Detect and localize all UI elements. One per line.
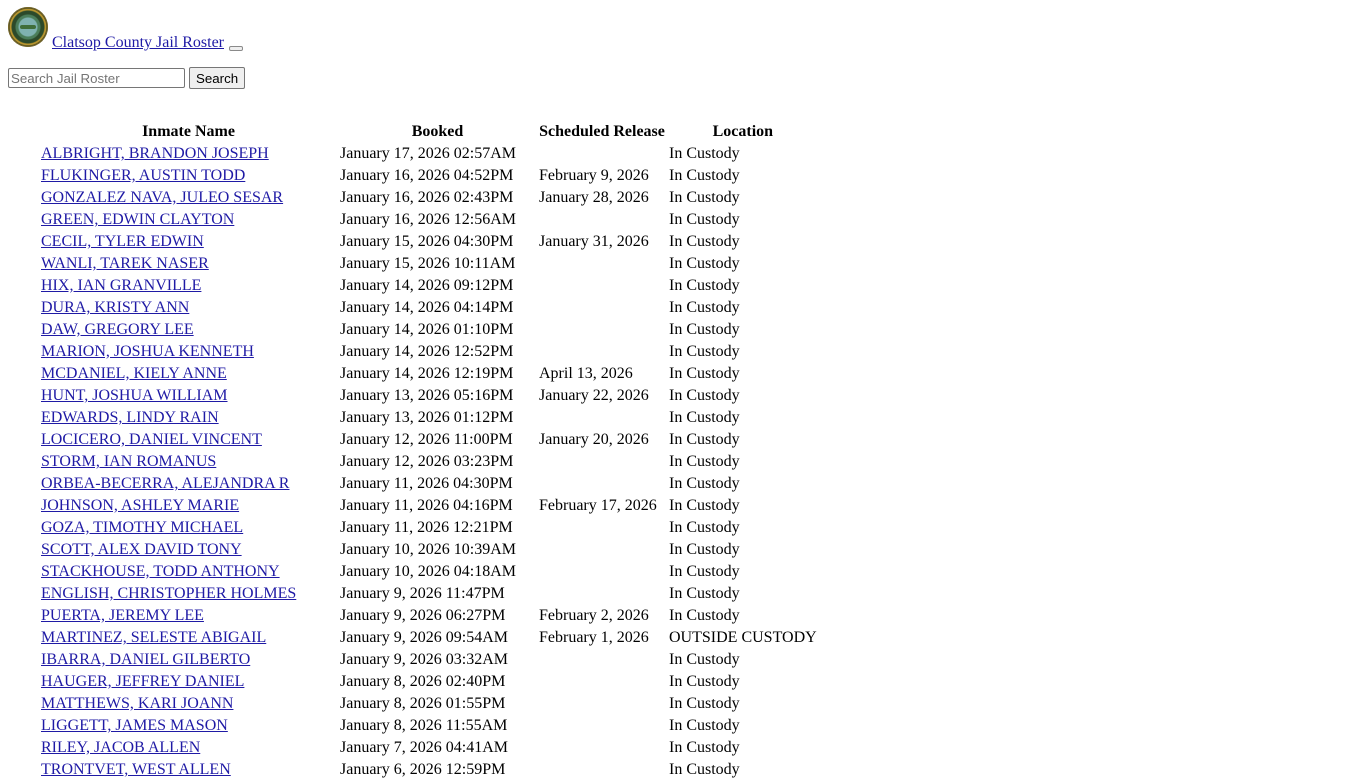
scheduled-release-cell: [538, 716, 666, 736]
location-cell: In Custody: [669, 717, 740, 734]
location-cell: In Custody: [669, 255, 740, 272]
booked-date-cell: January 10, 2026 04:18AM: [340, 563, 516, 580]
location-cell: In Custody: [669, 475, 740, 492]
location-cell: In Custody: [669, 321, 740, 338]
inmate-name-cell: [40, 672, 337, 692]
inmate-name-cell: [40, 606, 337, 626]
inmate-name-link[interactable]: HAUGER, JEFFREY DANIEL: [41, 673, 245, 690]
inmate-name-cell: [40, 298, 337, 318]
inmate-name-link[interactable]: SCOTT, ALEX DAVID TONY: [41, 541, 242, 558]
booked-date-cell: January 15, 2026 04:30PM: [340, 233, 514, 250]
scheduled-release-cell: [538, 540, 666, 560]
table-row: [40, 738, 818, 758]
booked-date-cell: January 9, 2026 03:32AM: [340, 651, 508, 668]
booked-date-cell: January 13, 2026 01:12PM: [340, 409, 514, 426]
booked-date-cell: January 17, 2026 02:57AM: [340, 145, 516, 162]
location-cell: OUTSIDE CUSTODY: [669, 629, 817, 646]
scheduled-release-cell: [538, 210, 666, 230]
table-row: [40, 606, 818, 626]
inmate-name-cell: [40, 364, 337, 384]
roster-table: [38, 120, 820, 782]
booked-date-cell: January 8, 2026 11:55AM: [340, 717, 508, 734]
scheduled-release-cell: February 2, 2026: [539, 607, 649, 624]
inmate-name-link[interactable]: WANLI, TAREK NASER: [41, 255, 209, 272]
inmate-name-cell: [40, 760, 337, 780]
table-row: [40, 540, 818, 560]
table-row: [40, 298, 818, 318]
scheduled-release-cell: January 31, 2026: [539, 233, 649, 250]
table-row: [40, 320, 818, 340]
inmate-name-link[interactable]: GONZALEZ NAVA, JULEO SESAR: [41, 189, 284, 206]
roster-title-link[interactable]: Clatsop County Jail Roster: [52, 34, 224, 51]
table-row: [40, 518, 818, 538]
menu-toggle-button[interactable]: [229, 46, 243, 51]
inmate-name-cell: [40, 452, 337, 472]
scheduled-release-cell: [538, 694, 666, 714]
column-header-inmate-name: Inmate Name: [142, 123, 235, 140]
inmate-name-link[interactable]: STACKHOUSE, TODD ANTHONY: [41, 563, 280, 580]
booked-date-cell: January 16, 2026 02:43PM: [340, 189, 514, 206]
inmate-name-link[interactable]: TRONTVET, WEST ALLEN: [41, 761, 231, 778]
inmate-name-cell: [40, 716, 337, 736]
inmate-name-link[interactable]: ALBRIGHT, BRANDON JOSEPH: [41, 145, 269, 162]
inmate-name-link[interactable]: MATTHEWS, KARI JOANN: [41, 695, 234, 712]
location-cell: In Custody: [669, 673, 740, 690]
inmate-name-cell: [40, 386, 337, 406]
search-button[interactable]: Search: [189, 67, 245, 89]
table-row: [40, 254, 818, 274]
booked-date-cell: January 12, 2026 11:00PM: [340, 431, 513, 448]
booked-date-cell: January 7, 2026 04:41AM: [340, 739, 508, 756]
table-row: [40, 144, 818, 164]
booked-date-cell: January 14, 2026 12:19PM: [340, 365, 514, 382]
scheduled-release-cell: [538, 452, 666, 472]
inmate-name-link[interactable]: IBARRA, DANIEL GILBERTO: [41, 651, 251, 668]
scheduled-release-cell: [538, 276, 666, 296]
inmate-name-cell: [40, 342, 337, 362]
inmate-name-cell: [40, 276, 337, 296]
inmate-name-cell: [40, 628, 337, 648]
booked-date-cell: January 16, 2026 04:52PM: [340, 167, 514, 184]
scheduled-release-cell: [538, 298, 666, 318]
location-cell: In Custody: [669, 497, 740, 514]
table-row: [40, 760, 818, 780]
table-row: [40, 694, 818, 714]
table-row: [40, 672, 818, 692]
scheduled-release-cell: [538, 342, 666, 362]
booked-date-cell: January 14, 2026 04:14PM: [340, 299, 514, 316]
inmate-name-link[interactable]: MARTINEZ, SELESTE ABIGAIL: [41, 629, 267, 646]
column-header-location: Location: [712, 123, 774, 140]
table-row: [40, 650, 818, 670]
booked-date-cell: January 14, 2026 12:52PM: [340, 343, 514, 360]
scheduled-release-cell: February 9, 2026: [539, 167, 649, 184]
inmate-name-cell: [40, 562, 337, 582]
inmate-name-link[interactable]: MARION, JOSHUA KENNETH: [41, 343, 254, 360]
inmate-name-cell: [40, 254, 337, 274]
inmate-name-link[interactable]: MCDANIEL, KIELY ANNE: [41, 365, 227, 382]
table-row: [40, 276, 818, 296]
inmate-name-link[interactable]: CECIL, TYLER EDWIN: [41, 233, 204, 250]
inmate-name-cell: [40, 320, 337, 340]
booked-date-cell: January 14, 2026 09:12PM: [340, 277, 514, 294]
table-row: [40, 628, 818, 648]
booked-date-cell: January 9, 2026 11:47PM: [340, 585, 505, 602]
inmate-name-cell: [40, 738, 337, 758]
scheduled-release-cell: [538, 650, 666, 670]
table-row: [40, 364, 818, 384]
booked-date-cell: January 11, 2026 04:16PM: [340, 497, 513, 514]
location-cell: In Custody: [669, 387, 740, 404]
location-cell: In Custody: [669, 365, 740, 382]
location-cell: In Custody: [669, 299, 740, 316]
table-row: [40, 232, 818, 252]
location-cell: In Custody: [669, 563, 740, 580]
scheduled-release-cell: [538, 518, 666, 538]
inmate-name-cell: [40, 430, 337, 450]
table-row: [40, 386, 818, 406]
inmate-name-link[interactable]: LIGGETT, JAMES MASON: [41, 717, 228, 734]
inmate-name-link[interactable]: GOZA, TIMOTHY MICHAEL: [41, 519, 244, 536]
scheduled-release-cell: [538, 320, 666, 340]
scheduled-release-cell: [538, 738, 666, 758]
booked-date-cell: January 13, 2026 05:16PM: [340, 387, 514, 404]
inmate-name-cell: [40, 540, 337, 560]
inmate-name-link[interactable]: LOCICERO, DANIEL VINCENT: [41, 431, 262, 448]
location-cell: In Custody: [669, 409, 740, 426]
location-cell: In Custody: [669, 519, 740, 536]
inmate-name-link[interactable]: JOHNSON, ASHLEY MARIE: [41, 497, 240, 514]
location-cell: In Custody: [669, 211, 740, 228]
inmate-name-link[interactable]: PUERTA, JEREMY LEE: [41, 607, 204, 624]
table-row: [40, 166, 818, 186]
scheduled-release-cell: [538, 474, 666, 494]
booked-date-cell: January 10, 2026 10:39AM: [340, 541, 516, 558]
inmate-name-link[interactable]: DAW, GREGORY LEE: [41, 321, 194, 338]
booked-date-cell: January 15, 2026 10:11AM: [340, 255, 516, 272]
scheduled-release-cell: [538, 254, 666, 274]
location-cell: In Custody: [669, 761, 740, 778]
location-cell: In Custody: [669, 167, 740, 184]
search-input[interactable]: [8, 68, 185, 88]
inmate-name-link[interactable]: DURA, KRISTY ANN: [41, 299, 190, 316]
location-cell: In Custody: [669, 453, 740, 470]
column-header-scheduled-release: Scheduled Release: [539, 123, 665, 140]
location-cell: In Custody: [669, 541, 740, 558]
scheduled-release-cell: [538, 760, 666, 780]
inmate-name-link[interactable]: HIX, IAN GRANVILLE: [41, 277, 202, 294]
location-cell: In Custody: [669, 739, 740, 756]
table-row: [40, 496, 818, 516]
table-row: [40, 342, 818, 362]
inmate-name-cell: [40, 408, 337, 428]
location-cell: In Custody: [669, 695, 740, 712]
inmate-name-cell: [40, 496, 337, 516]
inmate-name-cell: [40, 166, 337, 186]
inmate-name-link[interactable]: ORBEA-BECERRA, ALEJANDRA R: [41, 475, 290, 492]
inmate-name-cell: [40, 650, 337, 670]
scheduled-release-cell: April 13, 2026: [539, 365, 633, 382]
inmate-name-link[interactable]: FLUKINGER, AUSTIN TODD: [41, 167, 246, 184]
inmate-name-cell: [40, 144, 337, 164]
booked-date-cell: January 9, 2026 06:27PM: [340, 607, 506, 624]
booked-date-cell: January 9, 2026 09:54AM: [340, 629, 508, 646]
scheduled-release-cell: [538, 672, 666, 692]
scheduled-release-cell: January 20, 2026: [539, 431, 649, 448]
scheduled-release-cell: [538, 562, 666, 582]
inmate-name-cell: [40, 518, 337, 538]
booked-date-cell: January 11, 2026 12:21PM: [340, 519, 513, 536]
scheduled-release-cell: [538, 408, 666, 428]
county-seal-icon: [8, 7, 48, 47]
location-cell: In Custody: [669, 189, 740, 206]
booked-date-cell: January 8, 2026 01:55PM: [340, 695, 506, 712]
table-row: [40, 562, 818, 582]
table-row: [40, 452, 818, 472]
table-row: [40, 430, 818, 450]
inmate-name-link[interactable]: ENGLISH, CHRISTOPHER HOLMES: [41, 585, 297, 602]
scheduled-release-cell: [538, 584, 666, 604]
roster-body: [40, 144, 818, 780]
inmate-name-cell: [40, 474, 337, 494]
inmate-name-link[interactable]: RILEY, JACOB ALLEN: [41, 739, 201, 756]
table-row: [40, 474, 818, 494]
location-cell: In Custody: [669, 277, 740, 294]
scheduled-release-cell: January 22, 2026: [539, 387, 649, 404]
inmate-name-cell: [40, 232, 337, 252]
location-cell: In Custody: [669, 607, 740, 624]
inmate-name-cell: [40, 584, 337, 604]
booked-date-cell: January 12, 2026 03:23PM: [340, 453, 514, 470]
table-row: [40, 584, 818, 604]
location-cell: In Custody: [669, 651, 740, 668]
table-row: [40, 408, 818, 428]
page-header: [8, 8, 243, 53]
scheduled-release-cell: February 1, 2026: [539, 629, 649, 646]
location-cell: In Custody: [669, 343, 740, 360]
inmate-name-link[interactable]: STORM, IAN ROMANUS: [41, 453, 217, 470]
inmate-name-link[interactable]: HUNT, JOSHUA WILLIAM: [41, 387, 228, 404]
location-cell: In Custody: [669, 233, 740, 250]
booked-date-cell: January 16, 2026 12:56AM: [340, 211, 516, 228]
table-row: [40, 188, 818, 208]
booked-date-cell: January 14, 2026 01:10PM: [340, 321, 514, 338]
scheduled-release-cell: [538, 144, 666, 164]
location-cell: In Custody: [669, 145, 740, 162]
inmate-name-cell: [40, 694, 337, 714]
inmate-name-link[interactable]: GREEN, EDWIN CLAYTON: [41, 211, 235, 228]
table-row: [40, 210, 818, 230]
table-header-row: [40, 122, 818, 142]
inmate-name-cell: [40, 188, 337, 208]
table-row: [40, 716, 818, 736]
location-cell: In Custody: [669, 585, 740, 602]
location-cell: In Custody: [669, 431, 740, 448]
scheduled-release-cell: January 28, 2026: [539, 189, 649, 206]
scheduled-release-cell: February 17, 2026: [539, 497, 657, 514]
inmate-name-cell: [40, 210, 337, 230]
search-form: [8, 67, 245, 89]
booked-date-cell: January 11, 2026 04:30PM: [340, 475, 513, 492]
inmate-name-link[interactable]: EDWARDS, LINDY RAIN: [41, 409, 219, 426]
column-header-booked: Booked: [411, 123, 464, 140]
booked-date-cell: January 8, 2026 02:40PM: [340, 673, 506, 690]
booked-date-cell: January 6, 2026 12:59PM: [340, 761, 506, 778]
